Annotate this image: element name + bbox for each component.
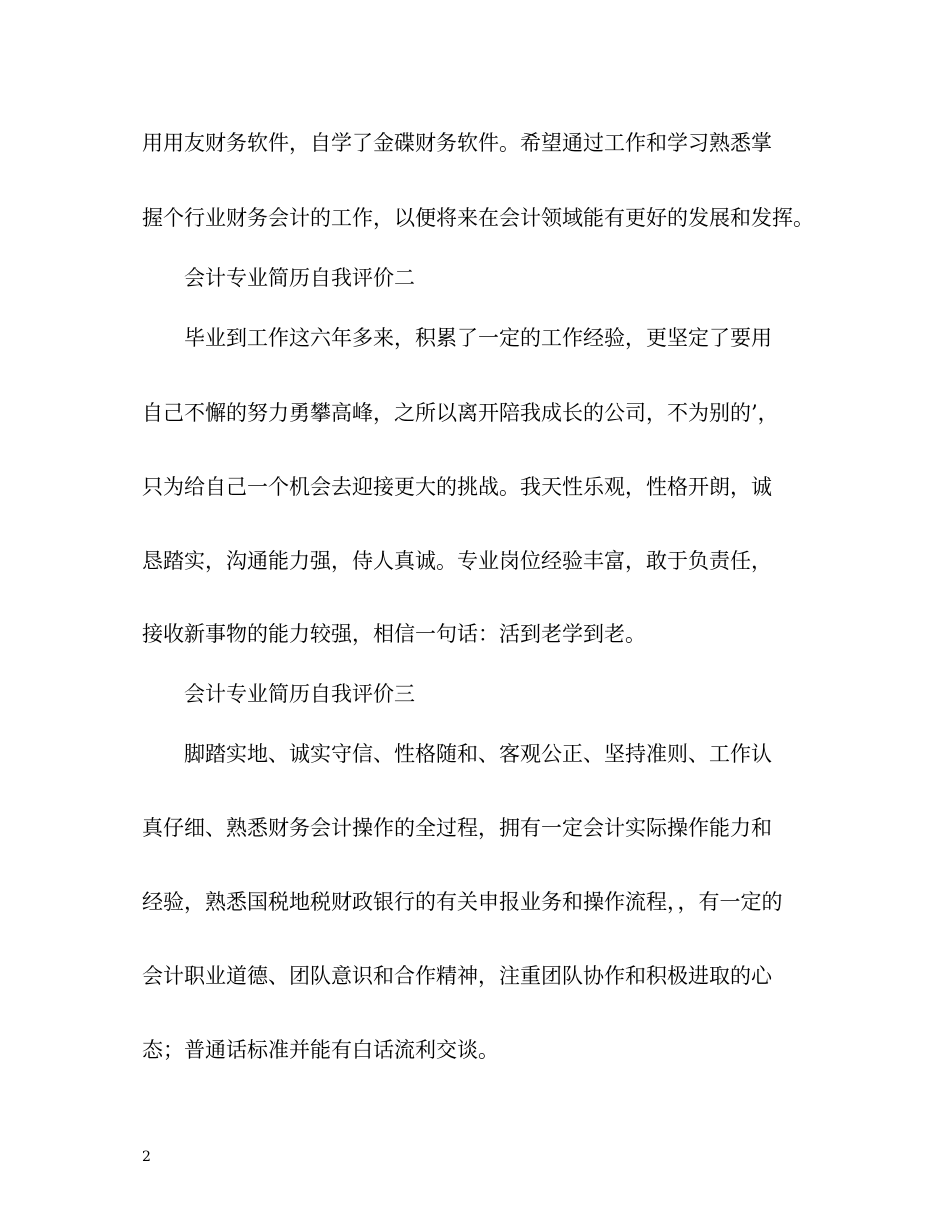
body-line-1: 用用友财务软件，自学了金碟财务软件。希望通过工作和学习熟悉掌 — [142, 131, 772, 155]
body-line-7: 接收新事物的能力较强，相信一句话：活到老学到老。 — [142, 622, 646, 646]
section-heading-3: 会计专业简历自我评价三 — [184, 682, 415, 706]
body-line-5: 只为给自己一个机会去迎接更大的挑战。我天性乐观，性格开朗，诚 — [142, 475, 772, 499]
body-line-6: 恳踏实，沟通能力强，侍人真诚。专业岗位经验丰富，敢于负责任， — [142, 549, 772, 573]
body-line-9: 真仔细、熟悉财务会计操作的全过程，拥有一定会计实际操作能力和 — [142, 816, 772, 840]
body-line-12: 态；普通话标准并能有白话流利交谈。 — [142, 1038, 499, 1062]
body-line-11: 会计职业道德、团队意识和合作精神，注重团队协作和积极进取的心 — [142, 964, 772, 988]
body-line-4: 自己不懈的努力勇攀高峰，之所以离开陪我成长的公司，不为别的’， — [142, 401, 779, 425]
body-line-3: 毕业到工作这六年多来，积累了一定的工作经验，更坚定了要用 — [184, 326, 772, 350]
body-line-8: 脚踏实地、诚实守信、性格随和、客观公正、坚持准则、工作认 — [184, 742, 772, 766]
page-number: 2 — [142, 1149, 151, 1165]
body-line-2: 握个行业财务会计的工作，以便将来在会计领域能有更好的发展和发挥。 — [142, 206, 814, 230]
section-heading-2: 会计专业简历自我评价二 — [184, 266, 415, 290]
body-line-10: 经验，熟悉国税地税财政银行的有关申报业务和操作流程，，有一定的 — [142, 890, 783, 914]
